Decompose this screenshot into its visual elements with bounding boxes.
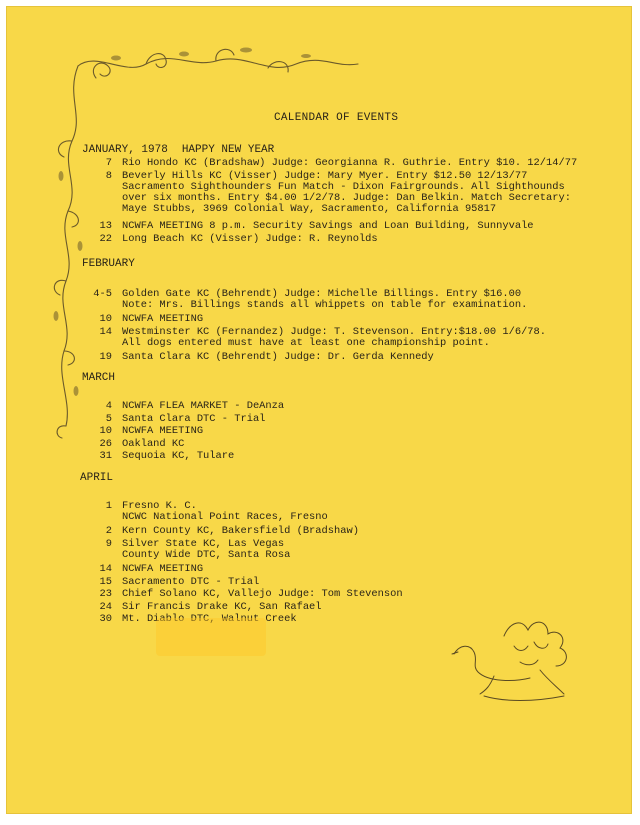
event-day: 13 (99, 220, 112, 232)
event-text: Sacramento DTC - Trial (122, 575, 260, 588)
event-text: Golden Gate KC (Behrendt) Judge: Michelle Billings. Entry $16.00 (122, 288, 522, 300)
month-heading-jan (82, 144, 274, 156)
event-day: 24 (99, 600, 112, 613)
event-day: 5 (105, 412, 112, 425)
event-text: Rio Hondo KC (Bradshaw) Judge: Georgianna R. Guthrie. Entry $10. 12/14/77 (122, 157, 578, 169)
event-text: Silver State KC, Las Vegas (122, 537, 285, 550)
document-page (6, 6, 632, 814)
event-entry (82, 602, 627, 613)
event-day: 4 (105, 400, 112, 412)
event-day: 7 (105, 157, 112, 169)
event-day: 19 (99, 351, 112, 363)
event-text: NCWFA MEETING (122, 563, 204, 575)
event-day: 1 (105, 500, 112, 512)
event-text: Maye Stubbs, 3969 Colonial Way, Sacramento, California 95817 (122, 202, 497, 215)
month-heading-mar (82, 372, 115, 384)
event-day: 4-5 (93, 288, 112, 300)
event-day: 2 (105, 525, 112, 538)
event-text: over six months. Entry $4.00 1/2/78. Judge: Dan Belkin. Match Secretary: (122, 191, 571, 204)
event-day: 14 (99, 325, 112, 338)
event-text: County Wide DTC, Santa Rosa (122, 548, 291, 561)
event-text: NCWFA MEETING (122, 313, 204, 326)
calendar-title: CALENDAR OF EVENTS (274, 112, 399, 124)
event-day: 30 (99, 613, 112, 626)
event-text: Chief Solano KC, Vallejo Judge: Tom Stevenson (122, 588, 403, 601)
month-subtitle: HAPPY NEW YEAR (181, 144, 275, 156)
event-text: NCWFA MEETING (122, 425, 204, 438)
event-day: 10 (99, 313, 112, 326)
event-entry (82, 501, 627, 523)
event-entry (82, 171, 627, 215)
event-day: 10 (99, 425, 112, 438)
month-label: APRIL (80, 472, 114, 484)
month-heading-apr (80, 472, 113, 484)
event-text: Santa Clara KC (Behrendt) Judge: Dr. Gerda Kennedy (122, 351, 434, 363)
event-text: Fresno K. C. (122, 500, 197, 512)
event-entry (82, 352, 627, 363)
event-entry (82, 589, 627, 600)
faded-stain (156, 618, 266, 656)
event-entry (82, 577, 627, 588)
event-text: Kern County KC, Bakersfield (Bradshaw) (122, 525, 359, 538)
event-entry (82, 289, 627, 311)
event-text: NCWFA FLEA MARKET - DeAnza (122, 400, 285, 412)
event-day: 26 (99, 437, 112, 450)
event-text: Long Beach KC (Visser) Judge: R. Reynolds (122, 232, 378, 245)
event-entry (82, 401, 627, 412)
event-text: Westminster KC (Fernandez) Judge: T. Stevenson. Entry:$18.00 1/6/78. (122, 325, 547, 338)
event-entry (82, 234, 627, 245)
event-text: Sacramento Sighthounders Fun Match - Dixon Fairgrounds. All Sighthounds (122, 180, 565, 193)
event-entry (82, 539, 627, 561)
event-text: NCWC National Point Races, Fresno (122, 511, 328, 523)
event-text: All dogs entered must have at least one championship point. (122, 336, 490, 349)
event-text: Oakland KC (122, 437, 185, 450)
event-entry (82, 564, 627, 575)
event-day: 22 (99, 232, 112, 245)
event-text: Mt. Diablo DTC, Walnut Creek (122, 613, 297, 626)
event-day: 9 (105, 537, 112, 550)
event-text: Sequoia KC, Tulare (122, 450, 235, 463)
event-day: 31 (99, 450, 112, 463)
month-label: FEBRUARY (82, 258, 135, 270)
event-text: Santa Clara DTC - Trial (122, 412, 266, 425)
event-entry (82, 526, 627, 537)
event-entry (82, 314, 627, 325)
event-text: Beverly Hills KC (Visser) Judge: Mary Myer. Entry $12.50 12/13/77 (122, 169, 528, 182)
event-day: 15 (99, 575, 112, 588)
event-entry (82, 414, 627, 425)
month-label: MARCH (82, 372, 116, 384)
event-entry (82, 426, 627, 437)
event-text: Sir Francis Drake KC, San Rafael (122, 600, 322, 613)
event-text: NCWFA MEETING 8 p.m. Security Savings and Loan Building, Sunnyvale (122, 220, 534, 232)
event-entry (82, 439, 627, 450)
event-day: 23 (99, 588, 112, 601)
event-text: Note: Mrs. Billings stands all whippets on table for examination. (122, 299, 528, 311)
event-entry (82, 451, 627, 462)
month-heading-feb (82, 258, 135, 270)
event-day: 14 (99, 563, 112, 575)
month-label: JANUARY, 1978 (82, 144, 168, 156)
event-entry (82, 221, 627, 232)
event-entry (82, 327, 627, 349)
event-entry (82, 158, 627, 169)
event-day: 8 (105, 169, 112, 182)
